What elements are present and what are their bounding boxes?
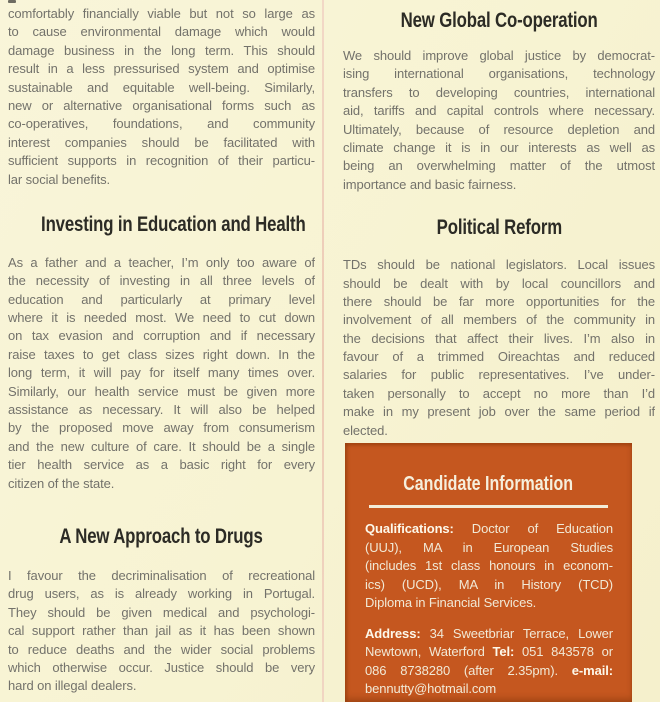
text-line [365,625,613,644]
column-divider [322,0,324,702]
text-line: involvement of all members of the community in [343,312,655,328]
text-line: the necessity of investing in all three levels of [8,273,315,289]
label-text: (UUJ), MA in European Studies [365,539,613,555]
label-text: Newtown, Waterford [365,644,493,659]
text-line [365,576,613,595]
section-heading-education-health [8,213,315,237]
text-line [365,662,613,681]
candidate-info-heading [345,472,632,496]
section-heading-text: Political Reform [436,216,562,240]
text-line: on tax evasion and corruption and if necessary [8,328,315,344]
section-heading-text: A New Approach to Drugs [59,524,264,548]
text-line: As a father and a teacher, I’m only too aware of [8,254,315,270]
text-line: They should be given medical and psychologi- [8,604,315,620]
label-bold: Tel: [492,644,515,659]
label-text: 34 Sweetbriar Terrace, Lower [420,625,613,641]
text-line: hard on illegal dealers. [8,678,137,694]
text-line: taken personally to accept no more than I’d [343,385,655,401]
text-line: salaries for public representatives. I’ve under- [343,367,655,383]
text-line: ising international organisations, technology [343,66,655,82]
left-column [8,5,315,696]
text-line: co-operatives, foundations, and community [8,116,315,132]
text-line: raise taxes to get class sizes right down. In the [8,346,315,362]
contact-block [365,625,613,699]
scan-artifact [8,0,16,3]
label-bold: Address: [365,625,421,641]
text-line: make in my present job over the same period if [343,404,655,420]
text-line: transfers to developing countries, international [343,84,655,100]
label-text: bennutty@hotmail.com [365,681,497,696]
text-line: Similarly, our health service must be given more [8,383,315,399]
text-line: interest companies should be facilitated with [8,134,315,150]
label-text: 051 843578 or [514,644,613,659]
text-line: citizen of the state. [8,475,115,491]
candidate-info-box [345,443,632,702]
text-line: to cause environmental damage which would [8,24,315,40]
text-line: We should improve global justice by democrat- [343,48,655,63]
section-heading-drugs [8,525,315,549]
text-line [365,680,613,699]
text-line: elected. [343,422,388,438]
label-text: 086 8738280 (after 2.35pm). [365,662,572,678]
text-line: damage business in the long term. This should [8,42,315,58]
text-line [365,520,613,539]
text-line: assistance as necessary. It will also be helped [8,402,315,418]
text-line [365,539,613,558]
text-line: where it is needed most. We need to cut down [8,310,315,326]
section-heading-text: New Global Co-operation [400,9,598,32]
section-heading-text: Investing in Education and Health [41,212,306,236]
text-line: Ultimately, because of resource depletion and [343,121,655,137]
label-text: (includes 1st class honours in econom- [365,558,613,573]
text-line: importance and basic fairness. [343,176,517,192]
text-line: which otherwise occur. Justice should be very [8,659,315,675]
text-line: drug users, as is already working in Portugal. [8,586,315,602]
text-line: lar social benefits. [8,171,111,187]
paragraph-drugs [8,567,315,696]
text-line: new or alternative organisational forms such as [8,97,315,113]
text-line: should be dealt with by local councillors and [343,275,655,291]
text-line: TDs should be national legislators. Local issues [343,257,655,273]
text-line: to reduce deaths and the wider social problems [8,641,315,657]
candidate-info-heading-text: Candidate Information [403,473,574,495]
text-line: being an overwhelming matter of the utmost [343,158,655,174]
text-line [365,594,613,613]
label-bold: Qualifications: [365,521,454,536]
paragraph-political-reform [343,256,655,440]
text-line: I favour the decriminalisation of recreational [8,567,315,583]
text-line: aid, tariffs and capital controls where necessary. [343,103,655,119]
text-line: sufficient supports in recognition of their particu- [8,153,315,169]
text-line: climate change it is in our interests as well as [343,139,655,155]
text-line: tier health service as a basic right for every [8,457,315,473]
text-line: the decisions that affect their lives. I’m also in [343,330,655,346]
text-line: and the new culture of care. It should be a single [8,438,315,454]
paragraph-sustainability [8,5,315,189]
label-bold: e-mail: [571,662,613,678]
text-line: education and particularly at primary level [8,291,315,307]
text-line [365,557,613,576]
section-heading-global-cooperation [343,9,655,33]
text-line: there should be far more opportunities for the [343,293,655,309]
text-line: comfortably financially viable but not so large as [8,6,315,21]
qualifications-block [365,520,613,613]
text-line: result in a less pressurised system and optimise [8,61,315,77]
paragraph-global-cooperation [343,47,655,194]
candidate-info-body [345,508,632,699]
text-line: sustainable and equitable well-being. Similarly, [8,79,315,95]
text-line: by the proposed move away from consumerism [8,420,315,436]
right-column [343,5,655,440]
label-text: ics) (UCD), MA in History (TCD) [365,576,613,592]
text-line: long term, it will pay for itself many times over. [8,365,315,381]
paragraph-education-health [8,254,315,493]
text-line: favour of a trimmed Oireachtas and reduced [343,349,655,365]
section-heading-political-reform [343,216,655,240]
label-text: Doctor of Education [453,521,613,536]
text-line [365,643,613,662]
text-line: cal support rather than jail as it has been shown [8,623,315,639]
label-text: Diploma in Financial Services. [365,595,537,610]
